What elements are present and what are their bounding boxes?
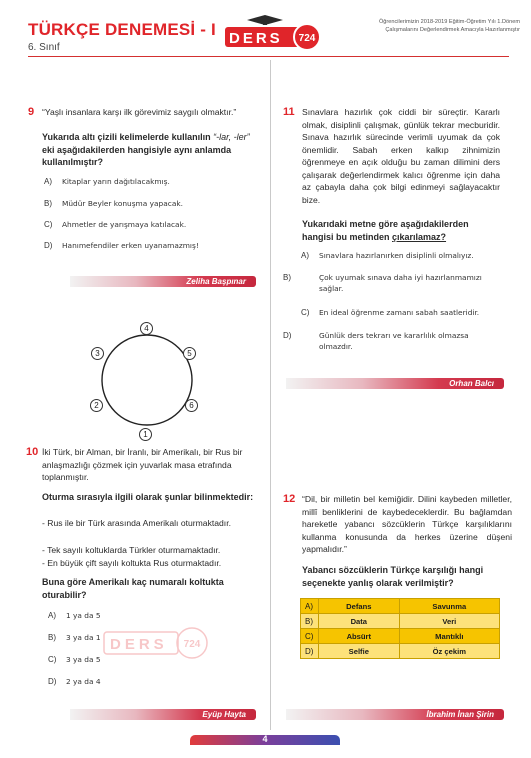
q10-fact-1: - Rus ile bir Türk arasında Amerikalı oturmaktadır. bbox=[42, 518, 231, 528]
q9-author-bar: Zeliha Başpınar bbox=[70, 276, 256, 287]
q10-intro: Oturma sırasıyla ilgili olarak şunlar bilinmektedir: bbox=[42, 492, 254, 502]
question-number-12: 12 bbox=[283, 493, 296, 505]
question-number-11: 11 bbox=[283, 106, 295, 118]
seat-5: 5 bbox=[183, 347, 196, 360]
q10-fact-2: - Tek sayılı koltuklarda Türkler oturmamaktadır. bbox=[42, 545, 221, 555]
header-caption: Öğrencilerimizin 2018-2019 Eğitim-Öğretim Yılı 1.Dönem Çalışmalarını Değerlendirmek Amacıyla Hazırlanmıştır bbox=[378, 19, 520, 33]
question-number-10: 10 bbox=[26, 446, 39, 458]
svg-text:DERS: DERS bbox=[229, 30, 283, 47]
q12-option-a[interactable]: A) Defans Savunma bbox=[301, 599, 500, 614]
seat-3: 3 bbox=[91, 347, 104, 360]
seat-6: 6 bbox=[185, 399, 198, 412]
svg-text:DERS: DERS bbox=[110, 636, 168, 653]
q9-option-a[interactable]: A) Kitaplar yarın dağıtılacakmış. bbox=[44, 177, 170, 186]
q11-option-c[interactable]: C) En ideal öğrenme zamanı sabah saatleridir. bbox=[301, 308, 480, 317]
q11-passage: Sınavlara hazırlık çok ciddi bir süreçtir. Kararlı olmak, disiplinli çalışmak, günlük tekrar mecburidir. Sınava hazırlık sürecinde verimli uyumak da çok önemlidir. Sabah erken kalkıp zihnimizin öğrenmeye en açık olduğu bu zaman dilimini ders çalışarak değerlendirmek kalıcı öğrenme için daha az çabayla daha çok bilgi edinmeyi sağlayacaktır bize. bbox=[302, 107, 500, 205]
q10-option-a[interactable]: A) 1 ya da 5 bbox=[48, 611, 101, 620]
question-number-9: 9 bbox=[28, 106, 35, 118]
q9-question: Yukarıda altı çizili kelimelerde kullanılın “-lar, -ler” eki aşağıdakilerden hangisiyle aynı anlamda kullanılmıştır? bbox=[42, 132, 250, 167]
grade-label: 6. Sınıf bbox=[28, 42, 60, 53]
q11-option-a[interactable]: A) Sınavlara hazırlanırken disiplinli olmalıyız. bbox=[301, 251, 474, 260]
q10-option-c[interactable]: C) 3 ya da 5 bbox=[48, 655, 101, 664]
q10-option-d[interactable]: D) 2 ya da 4 bbox=[48, 677, 101, 686]
ders724-logo bbox=[213, 14, 325, 54]
q12-option-c[interactable]: C) Absürt Mantıklı bbox=[301, 629, 500, 644]
seat-1: 1 bbox=[139, 428, 152, 441]
q12-passage: “Dil, bir milletin bel kemiğidir. Dilini kaybeden milletler, millî benliklerini de kaybedeceklerdir. Bu bağlamdan hareketle yabancı sözcüklerin Türkçe karşılıklarını kullanma konusunda da herkes üzerine düşeni yapmalıdır.” bbox=[302, 494, 512, 554]
q10-author-bar: Eyüp Hayta bbox=[70, 709, 256, 720]
q12-author-bar: İbrahim İnan Şirin bbox=[286, 709, 504, 720]
q11-option-d[interactable]: D) Günlük ders tekrarı ve kararlılık olmazsa olmazdır. bbox=[283, 331, 469, 351]
q9-option-d[interactable]: D) Hanımefendiler erken uyanamazmış! bbox=[44, 241, 199, 250]
q12-option-b[interactable]: B) Data Veri bbox=[301, 614, 500, 629]
q9-option-c[interactable]: C) Ahmetler de yarışmaya katılacak. bbox=[44, 220, 187, 229]
column-divider bbox=[270, 60, 271, 730]
seat-2: 2 bbox=[90, 399, 103, 412]
q12-option-d[interactable]: D) Selfie Öz çekim bbox=[301, 644, 500, 659]
header-rule bbox=[28, 56, 509, 57]
q10-question: Buna göre Amerikalı kaç numaralı koltukta oturabilir? bbox=[42, 577, 224, 600]
q11-author-bar: Orhan Balcı bbox=[286, 378, 504, 389]
q9-statement: “Yaşlı insanlara karşı ilk görevimiz saygılı olmaktır.” bbox=[42, 107, 237, 117]
q12-options-table bbox=[300, 598, 500, 659]
exam-title: TÜRKÇE DENEMESİ - I bbox=[28, 20, 216, 39]
q11-option-b[interactable]: B) Çok uyumak sınava daha iyi hazırlanmamızı sağlar. bbox=[283, 273, 482, 293]
page-number-tab bbox=[190, 735, 340, 745]
q12-question: Yabancı sözcüklerin Türkçe karşılığı hangi seçenekte yanlış olarak verilmiştir? bbox=[302, 565, 484, 588]
round-table-figure bbox=[95, 320, 205, 440]
seat-4: 4 bbox=[140, 322, 153, 335]
q10-option-b[interactable]: B) 3 ya da 1 bbox=[48, 633, 101, 642]
q10-statement: İki Türk, bir Alman, bir İranlı, bir Amerikalı, bir Rus bir anlaşmazlığı çözmek için yuvarlak masa etrafında toplanmıştır. bbox=[42, 447, 243, 482]
q10-fact-3: - En büyük çift sayılı koltukta Rus oturmaktadır. bbox=[42, 558, 222, 568]
page-number: 4 bbox=[262, 734, 268, 744]
svg-text:724: 724 bbox=[298, 33, 316, 44]
ders724-watermark bbox=[102, 624, 212, 664]
svg-text:724: 724 bbox=[183, 639, 201, 650]
q9-option-b[interactable]: B) Müdür Beyler konuşma yapacak. bbox=[44, 199, 183, 208]
q11-question: Yukarıdaki metne göre aşağıdakilerden hangisi bu metinden çıkarılamaz? bbox=[302, 219, 469, 242]
